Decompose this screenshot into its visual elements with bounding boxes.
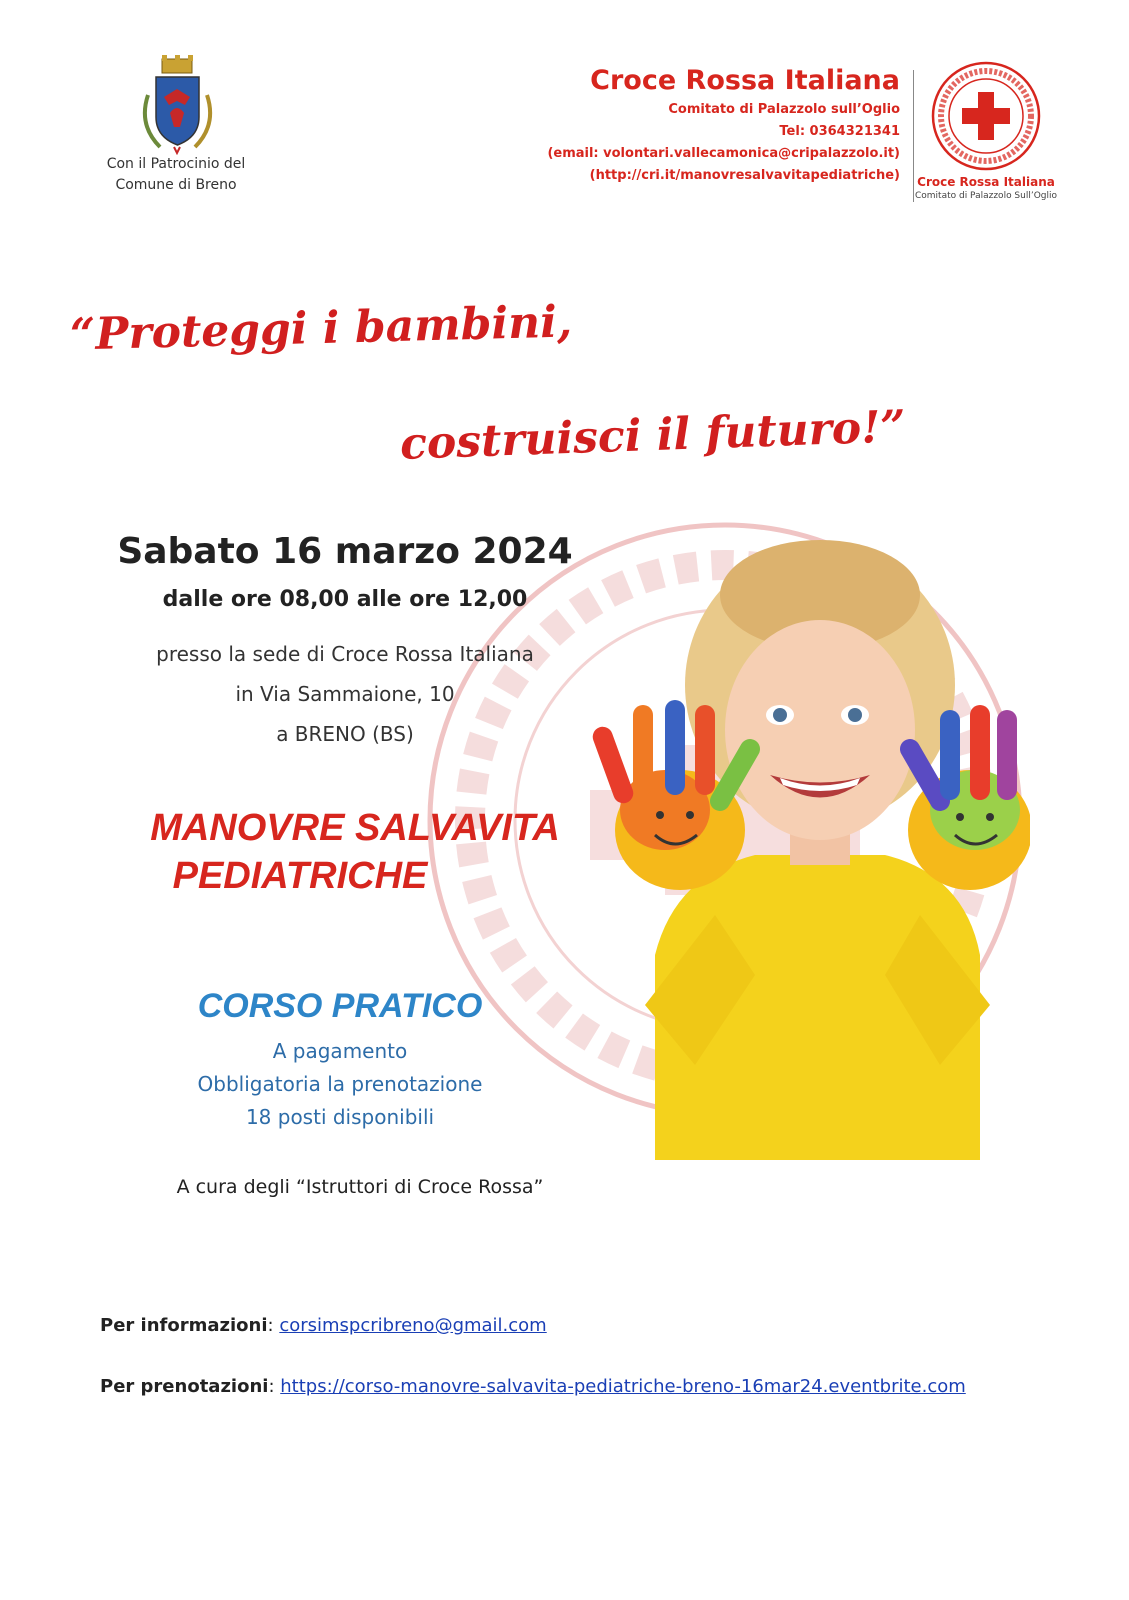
cri-title: Croce Rossa Italiana: [590, 65, 900, 96]
booking-label: Per prenotazioni: [100, 1376, 269, 1397]
slogan-line-1: “Proteggi i bambini,: [69, 296, 573, 361]
event-time: dalle ore 08,00 alle ore 12,00: [162, 587, 528, 612]
course-detail-booking: Obbligatoria la prenotazione: [197, 1072, 483, 1096]
seal-name: Croce Rossa Italiana: [917, 175, 1055, 189]
slogan-line-2: costruisci il futuro!”: [399, 401, 907, 470]
seal-caption: [912, 174, 1060, 202]
coat-of-arms-icon: [130, 55, 225, 155]
patronage-line-1: Con il Patrocinio del: [106, 156, 246, 172]
cri-committee: Comitato di Palazzolo sull’Oglio: [668, 102, 900, 117]
course-detail-seats: 18 posti disponibili: [245, 1105, 435, 1129]
info-label: Per informazioni: [100, 1315, 268, 1336]
event-date: Sabato 16 marzo 2024: [117, 531, 573, 572]
venue-line-3: a BRENO (BS): [276, 722, 414, 746]
seal-committee: Comitato di Palazzolo Sull’Oglio: [914, 191, 1058, 201]
cri-contact-block: [520, 63, 900, 187]
booking-contact-line: Per prenotazioni: https://corso-manovre-salvavita-pediatriche-breno-16mar24.eventbrite.com: [100, 1376, 966, 1397]
red-cross-seal-icon: [930, 60, 1042, 172]
venue-line-2: in Via Sammaione, 10: [235, 682, 455, 706]
patronage-text: [90, 154, 262, 196]
course-heading-line-1: MANOVRE SALVAVITA: [150, 807, 560, 849]
booking-url-link[interactable]: https://corso-manovre-salvavita-pediatriche-breno-16mar24.eventbrite.com: [280, 1376, 966, 1397]
patronage-line-2: Comune di Breno: [115, 177, 237, 193]
cri-website: (http://cri.it/manovresalvavitapediatriche): [589, 168, 900, 183]
course-detail-payment: A pagamento: [272, 1039, 408, 1063]
cri-email: (email: volontari.vallecamonica@cripalazzolo.it): [547, 146, 900, 161]
curated-by-text: A cura degli “Istruttori di Croce Rossa”: [176, 1176, 544, 1198]
course-type-title: CORSO PRATICO: [197, 987, 483, 1025]
cri-phone: Tel: 0364321341: [779, 124, 900, 139]
info-email-link[interactable]: corsimspcribreno@gmail.com: [279, 1315, 547, 1336]
course-heading-line-2: PEDIATRICHE: [172, 855, 428, 897]
venue-line-1: presso la sede di Croce Rossa Italiana: [156, 642, 534, 666]
info-contact-line: Per informazioni: corsimspcribreno@gmail.com: [100, 1315, 547, 1336]
